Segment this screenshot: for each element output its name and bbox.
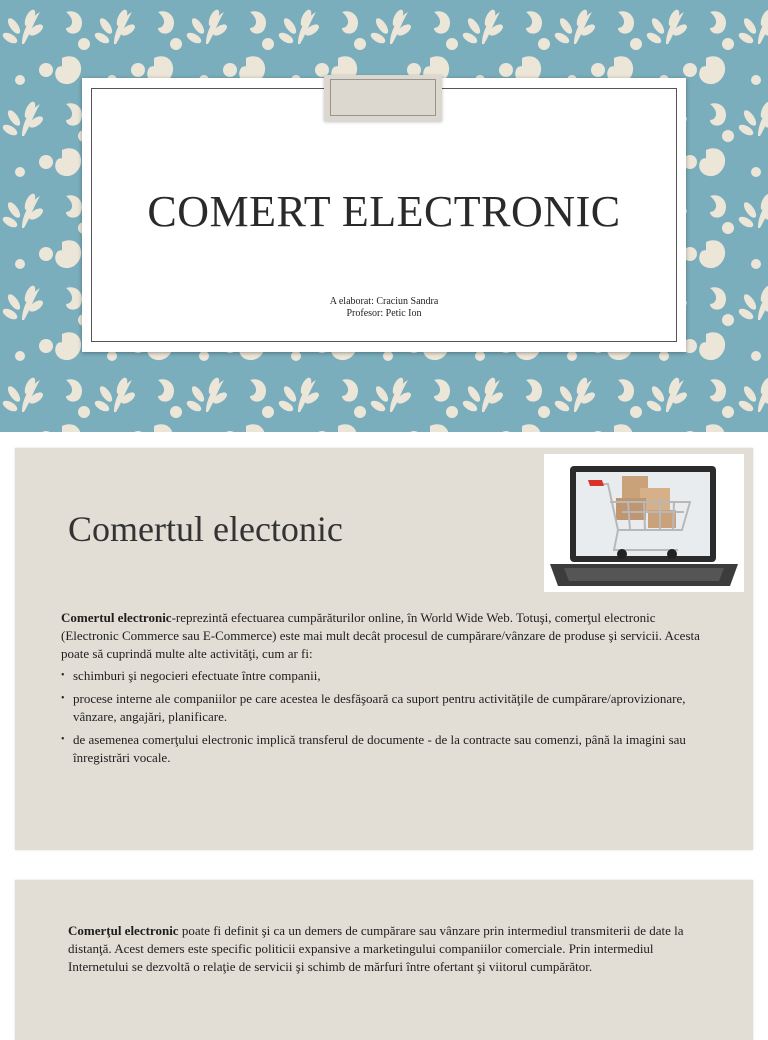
definition-slide bbox=[15, 448, 753, 850]
bullet-icon: • bbox=[61, 670, 65, 681]
bullet-icon: • bbox=[61, 734, 65, 745]
list-item: • de asemenea comerţului electronic implică transferul de documente - de la contracte sau comenzi, până la imagini sau înregistrări vocale. bbox=[61, 732, 686, 765]
title-slide bbox=[0, 0, 768, 432]
intro-text: -reprezintă efectuarea cumpărăturilor online, în World Wide Web. Totuşi, comerţul electronic (Electronic Commerce sau E-Commerce) este mai mult decât procesul de cumpărare/vânzare de produse şi servicii. Acesta poate să cuprindă multe alte activităţi, cum ar fi: bbox=[61, 610, 700, 661]
decorative-tab bbox=[324, 75, 442, 121]
term-bold: Comerţul electronic bbox=[68, 923, 179, 938]
credits bbox=[82, 296, 686, 320]
slide-title: Comertul electonic bbox=[68, 509, 343, 549]
shopping-cart-laptop-image bbox=[544, 454, 744, 592]
title-card bbox=[82, 78, 686, 352]
author-line: A elaborat: Craciun Sandra bbox=[329, 296, 439, 307]
paragraph-text: poate fi definit şi ca un demers de cumpărare sau vânzare prin intermediul transmiterii de date la distanţă. Acest demers este specific politicii expansive a marketingului companiilor comerciale. Prin intermediul Internetului se dezvoltă o relaţie de servicii şi schimb de mărfuri între ofertant şi viitorul cumpărător. bbox=[68, 923, 684, 974]
list-item: • schimburi şi negocieri efectuate între companii, bbox=[61, 668, 321, 683]
term-bold: Comertul electronic bbox=[61, 610, 172, 625]
professor-line: Profesor: Petic Ion bbox=[346, 308, 422, 319]
intro-paragraph bbox=[61, 609, 701, 663]
definition-paragraph bbox=[68, 922, 698, 976]
list-item: • procese interne ale companiilor pe care acestea le desfăşoară ca suport pentru activităţile de cumpărare/aprovizionare, vânzare, angajări, planificare. bbox=[61, 691, 686, 724]
definition-slide-2 bbox=[15, 880, 753, 1040]
definition-text bbox=[61, 609, 701, 772]
activities-list bbox=[61, 667, 701, 767]
bullet-icon: • bbox=[61, 693, 65, 704]
presentation-title: COMERT ELECTRONIC bbox=[147, 187, 621, 236]
